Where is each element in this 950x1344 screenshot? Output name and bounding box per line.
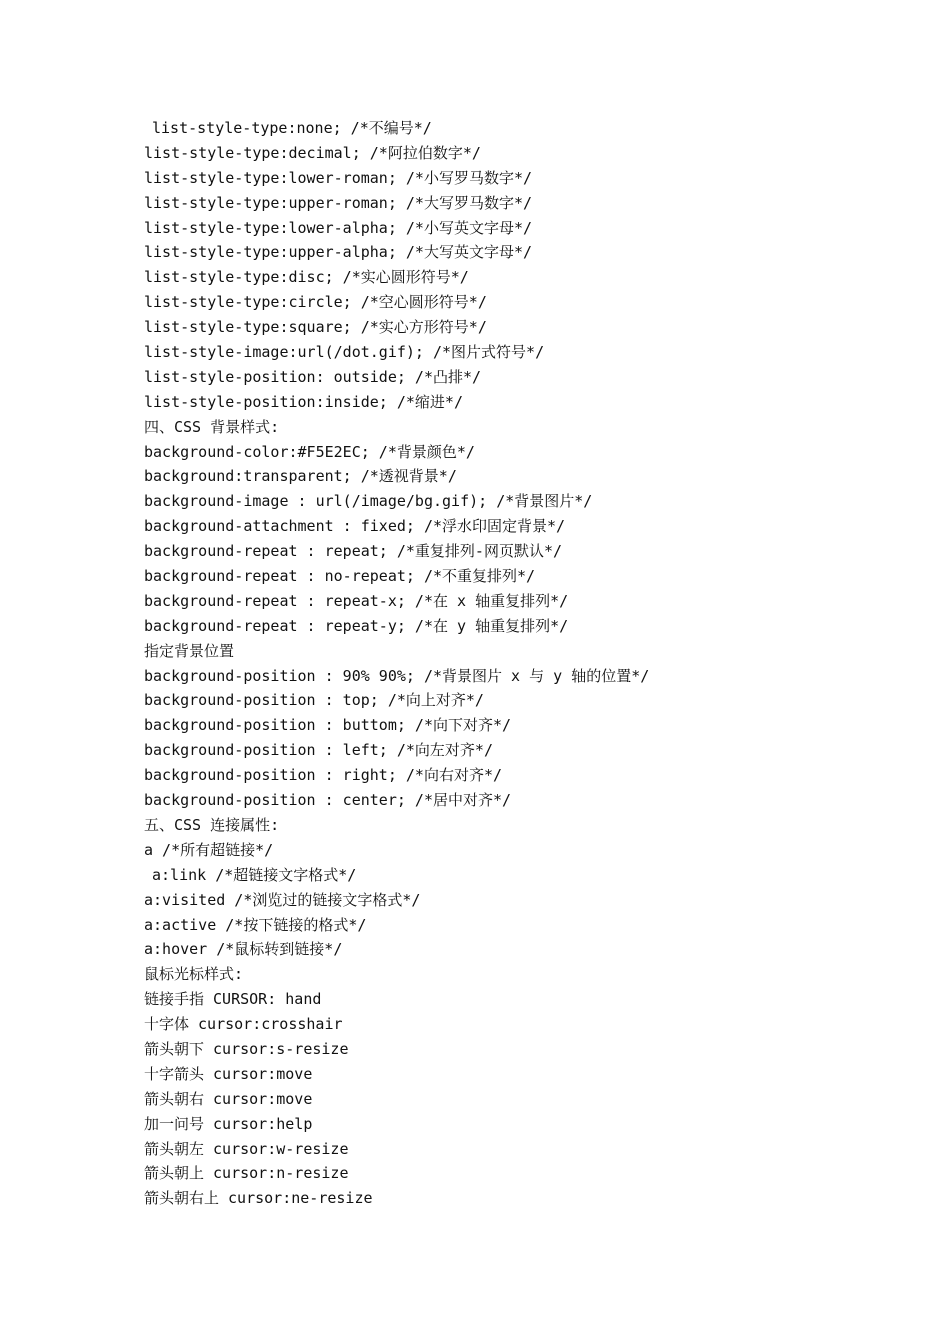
text-line: background-image : url(/image/bg.gif); /*背景图片*/: [144, 492, 593, 511]
text-line: 箭头朝上 cursor:n-resize: [144, 1164, 349, 1183]
section-heading: 四、CSS 背景样式:: [144, 417, 280, 436]
text-line: a:active /*按下链接的格式*/: [144, 915, 367, 934]
text-line: list-style-type:square; /*实心方形符号*/: [144, 318, 487, 337]
text-line: background-position : center; /*居中对齐*/: [144, 791, 512, 810]
text-line: 链接手指 CURSOR: hand: [144, 990, 322, 1009]
text-line: list-style-type:none; /*不编号*/: [152, 119, 432, 137]
text-line: background-position : 90% 90%; /*背景图片 x 与 y 轴的位置*/: [144, 666, 650, 685]
text-line: 箭头朝下 cursor:s-resize: [144, 1039, 349, 1058]
text-line: list-style-position:inside; /*缩进*/: [144, 392, 463, 411]
section-heading: 五、CSS 连接属性:: [144, 815, 280, 834]
document-body: [144, 116, 904, 1211]
text-line: background-repeat : repeat; /*重复排列-网页默认*/: [144, 542, 563, 561]
text-line: list-style-image:url(/dot.gif); /*图片式符号*/: [144, 343, 545, 362]
text-line: list-style-type:lower-alpha; /*小写英文字母*/: [144, 218, 533, 237]
text-line: 加一问号 cursor:help: [144, 1114, 313, 1133]
text-line: list-style-type:upper-alpha; /*大写英文字母*/: [144, 243, 533, 262]
text-line: a:visited /*浏览过的链接文字格式*/: [144, 890, 421, 909]
text-line: a /*所有超链接*/: [144, 840, 274, 859]
text-line: list-style-type:upper-roman; /*大写罗马数字*/: [144, 193, 533, 212]
subsection-heading: 指定背景位置: [144, 641, 235, 660]
text-line: list-style-position: outside; /*凸排*/: [144, 367, 482, 386]
text-line: 十字箭头 cursor:move: [144, 1064, 313, 1083]
text-line: background-attachment : fixed; /*浮水印固定背景*/: [144, 517, 566, 536]
text-line: 箭头朝右上 cursor:ne-resize: [144, 1189, 373, 1208]
text-line: background-repeat : no-repeat; /*不重复排列*/: [144, 567, 536, 586]
text-line: background-color:#F5E2EC; /*背景颜色*/: [144, 442, 475, 461]
text-line: 十字体 cursor:crosshair: [144, 1015, 343, 1034]
text-line: a:link /*超链接文字格式*/: [152, 865, 357, 884]
text-line: background-position : top; /*向上对齐*/: [144, 691, 484, 710]
text-line: list-style-type:disc; /*实心圆形符号*/: [144, 268, 469, 287]
text-line: a:hover /*鼠标转到链接*/: [144, 940, 343, 959]
text-line: background-repeat : repeat-x; /*在 x 轴重复排列*/: [144, 591, 569, 610]
text-line: background-position : buttom; /*向下对齐*/: [144, 716, 512, 735]
subsection-heading: 鼠标光标样式:: [144, 965, 244, 984]
text-line: list-style-type:circle; /*空心圆形符号*/: [144, 293, 487, 312]
text-line: background-position : right; /*向右对齐*/: [144, 766, 503, 785]
text-line: list-style-type:decimal; /*阿拉伯数字*/: [144, 143, 481, 162]
text-line: 箭头朝右 cursor:move: [144, 1089, 313, 1108]
text-line: background:transparent; /*透视背景*/: [144, 467, 457, 486]
text-line: list-style-type:lower-roman; /*小写罗马数字*/: [144, 168, 533, 187]
text-line: 箭头朝左 cursor:w-resize: [144, 1139, 349, 1158]
text-line: background-repeat : repeat-y; /*在 y 轴重复排列*/: [144, 616, 569, 635]
text-line: background-position : left; /*向左对齐*/: [144, 741, 493, 760]
